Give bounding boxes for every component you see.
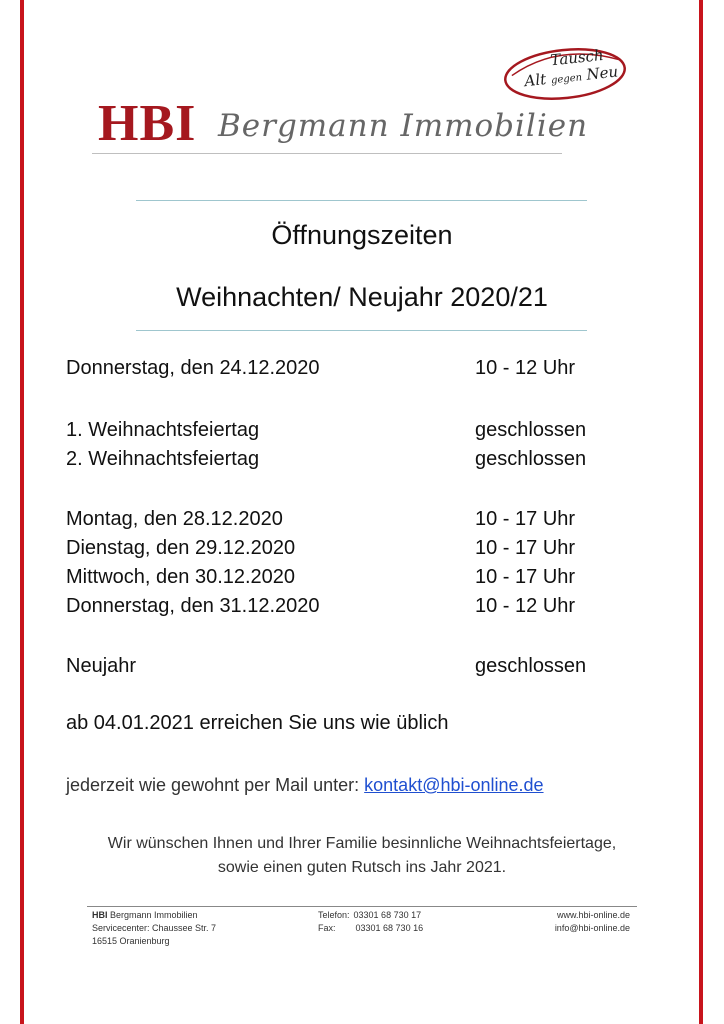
schedule-day: Mittwoch, den 30.12.2020 (66, 566, 296, 588)
schedule-day: 2. Weihnachtsfeiertag (66, 448, 260, 470)
heading-title: Öffnungszeiten (271, 220, 453, 250)
company-logo (98, 95, 589, 152)
heading-subtitle: Weihnachten/ Neujahr 2020/21 (176, 282, 548, 312)
schedule-day: 1. Weihnachtsfeiertag (66, 419, 260, 441)
stamp-line1: Tausch (549, 45, 605, 70)
stamp-word-alt: Alt (523, 70, 548, 91)
schedule-row (66, 505, 626, 533)
footer-web (500, 909, 630, 935)
footer-rule (87, 906, 637, 907)
schedule-time: 10 - 12 Uhr (475, 595, 576, 617)
logo-brand: HBI (98, 95, 197, 152)
schedule-day: Donnerstag, den 24.12.2020 (66, 357, 320, 379)
footer-address (92, 909, 216, 948)
schedule-time: geschlossen (475, 419, 587, 441)
footer-company: Bergmann Immobilien (107, 910, 198, 920)
schedule-day: Montag, den 28.12.2020 (66, 508, 283, 530)
schedule-row (66, 652, 626, 680)
schedule-time: 10 - 17 Uhr (475, 566, 576, 588)
schedule-day: Dienstag, den 29.12.2020 (66, 537, 296, 559)
logo-company-name: Bergmann Immobilien (218, 108, 589, 144)
schedule-row (66, 592, 626, 620)
schedule-time: 10 - 17 Uhr (475, 508, 576, 530)
heading-rule-bottom (136, 330, 587, 331)
footer-phone-label: Telefon: (318, 910, 350, 920)
footer-address-line2: 16515 Oranienburg (92, 936, 170, 946)
footer-fax-label: Fax: (318, 923, 336, 933)
contact-text: jederzeit wie gewohnt per Mail unter: (66, 775, 365, 795)
stamp-word-gegen: gegen (550, 72, 583, 87)
schedule-day: Neujahr (66, 655, 137, 677)
footer-phone: 03301 68 730 17 (353, 910, 422, 920)
schedule-row (66, 445, 626, 473)
schedule-time: 10 - 17 Uhr (475, 537, 576, 559)
contact-line (66, 775, 544, 796)
footer-email-link[interactable]: info@hbi-online.de (554, 923, 630, 933)
footer-brand: HBI (92, 910, 108, 920)
wish-line1: Wir wünschen Ihnen und Ihrer Familie besinnliche Weihnachtsfeiertage, (107, 835, 617, 852)
stamp-word-neu: Neu (585, 62, 619, 84)
schedule-time: 10 - 12 Uhr (475, 357, 576, 379)
resume-note: ab 04.01.2021 erreichen Sie uns wie üblich (66, 712, 449, 734)
schedule-row (66, 354, 626, 382)
schedule-row (66, 563, 626, 591)
schedule-time: geschlossen (475, 448, 587, 470)
wish-line2: sowie einen guten Rutsch ins Jahr 2021. (217, 859, 507, 876)
schedule-time: geschlossen (475, 655, 587, 677)
schedule-row (66, 416, 626, 444)
heading-rule-top (136, 200, 587, 201)
footer-address-line1: Servicecenter: Chaussee Str. 7 (92, 923, 217, 933)
contact-email-link[interactable]: kontakt@hbi-online.de (364, 775, 544, 795)
schedule-day: Donnerstag, den 31.12.2020 (66, 595, 320, 617)
logo-underline (92, 153, 562, 154)
footer-fax: 03301 68 730 16 (355, 923, 424, 933)
footer-phone-fax (318, 909, 423, 935)
schedule-row (66, 534, 626, 562)
footer-website-link[interactable]: www.hbi-online.de (556, 910, 630, 920)
